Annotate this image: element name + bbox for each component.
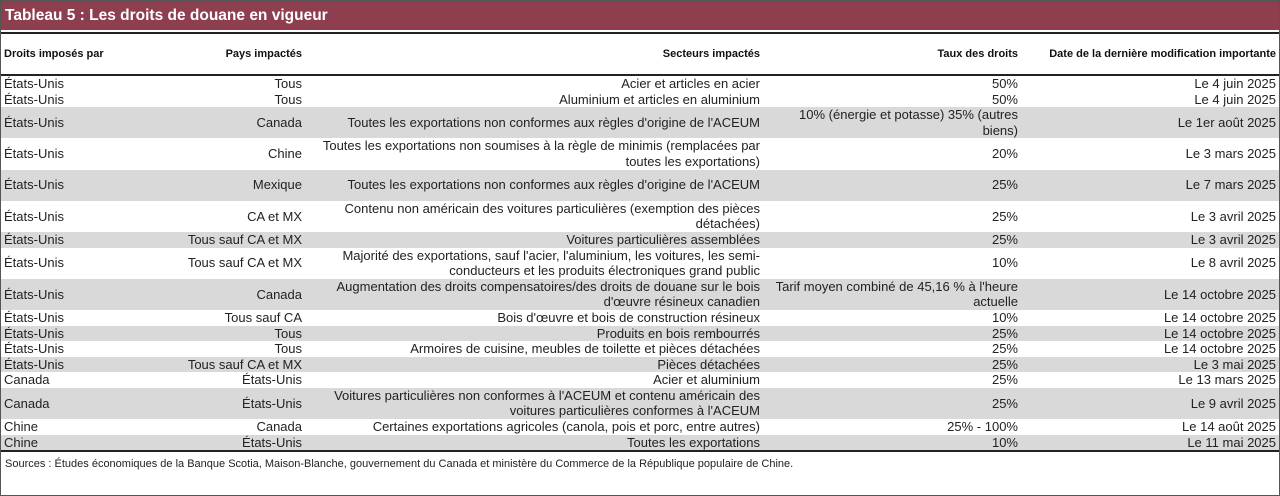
cell-rate: 50% [991, 91, 1018, 107]
cell-countries: Canada [256, 419, 302, 435]
cell-rate: 25% [991, 372, 1018, 388]
header-rate: Taux des droits [763, 33, 1021, 75]
cell-sectors: Majorité des exportations, sauf l'acier, l'aluminium, les voitures, les semi-conducteurs et les produits électroniques grand public [342, 247, 760, 279]
cell-rate: 25% [991, 208, 1018, 224]
source-note: Sources : Études économiques de la Banque Scotia, Maison-Blanche, gouvernement du Canada et ministère du Commerce de la République populaire de Chine. [5, 458, 794, 471]
cell-sectors: Contenu non américain des voitures particulières (exemption des pièces détachées) [344, 200, 760, 232]
cell-rate: 10% [991, 255, 1018, 271]
cell-sectors: Produits en bois rembourrés [305, 326, 763, 342]
cell-countries: Tous sauf CA et MX [187, 255, 302, 271]
cell-countries: Tous sauf CA [224, 309, 302, 325]
table-row [1, 201, 1279, 232]
table-row [1, 248, 1279, 279]
cell-rate: 25% - 100% [947, 419, 1018, 435]
header-date: Date de la dernière modification importante [1021, 33, 1279, 75]
table-title: Tableau 5 : Les droits de douane en vigueur [1, 1, 1279, 32]
cell-sectors: Toutes les exportations non conformes aux règles d'origine de l'ACEUM [305, 170, 763, 201]
cell-imposer: États-Unis [1, 232, 113, 248]
table-row [1, 372, 1279, 388]
cell-date: Le 4 juin 2025 [1194, 76, 1276, 91]
cell-rate: 25% [763, 388, 1021, 419]
cell-date: Le 4 juin 2025 [1194, 91, 1276, 107]
cell-countries: États-Unis [242, 372, 302, 388]
cell-date: Le 14 août 2025 [1182, 419, 1276, 435]
cell-sectors: Aluminium et articles en aluminium [559, 91, 760, 107]
cell-rate: Tarif moyen combiné de 45,16 % à l'heure actuelle [763, 279, 1021, 310]
cell-countries: Tous [274, 76, 302, 91]
cell-sectors: Armoires de cuisine, meubles de toilette et pièces détachées [410, 341, 760, 357]
cell-sectors: Bois d'œuvre et bois de construction résineux [497, 309, 760, 325]
cell-sectors: Toutes les exportations [305, 435, 763, 452]
cell-imposer: États-Unis [4, 208, 64, 224]
cell-date: Le 3 avril 2025 [1190, 208, 1276, 224]
cell-date: Le 3 avril 2025 [1021, 232, 1279, 248]
cell-rate: 10% [991, 309, 1018, 325]
cell-sectors: Certaines exportations agricoles (canola, pois et porc, entre autres) [372, 419, 760, 435]
cell-countries: Canada [113, 107, 305, 138]
cell-sectors: Toutes les exportations non soumises à la règle de minimis (remplacées par toutes les exportations) [322, 138, 760, 169]
cell-countries: Mexique [113, 170, 305, 201]
table-row [1, 357, 1279, 373]
cell-sectors: Voitures particulières non conformes à l'ACEUM et contenu américain des voitures particulières conformes à l'ACEUM [305, 388, 763, 419]
cell-countries: Tous sauf CA et MX [113, 357, 305, 373]
header-sectors: Secteurs impactés [305, 33, 763, 75]
tariff-table [1, 32, 1279, 452]
table-row [1, 310, 1279, 326]
cell-imposer: États-Unis [4, 255, 64, 271]
cell-rate: 25% [991, 341, 1018, 357]
cell-imposer: États-Unis [1, 170, 113, 201]
cell-imposer: États-Unis [1, 357, 113, 373]
cell-imposer: Canada [1, 388, 113, 419]
cell-countries: Canada [113, 279, 305, 310]
table-row [1, 388, 1279, 419]
cell-imposer: États-Unis [4, 309, 64, 325]
cell-date: Le 9 avril 2025 [1021, 388, 1279, 419]
cell-date: Le 1er août 2025 [1021, 107, 1279, 138]
table-row [1, 232, 1279, 248]
table-row [1, 75, 1279, 92]
table-row [1, 107, 1279, 138]
cell-countries: Chine [268, 146, 302, 162]
header-imposer: Droits imposés par [1, 33, 113, 75]
cell-imposer: États-Unis [4, 341, 64, 357]
header-countries: Pays impactés [113, 33, 305, 75]
table-row [1, 138, 1279, 169]
table-row [1, 435, 1279, 452]
cell-sectors: Augmentation des droits compensatoires/des droits de douane sur le bois d'œuvre résineux canadien [305, 279, 763, 310]
cell-sectors: Pièces détachées [305, 357, 763, 373]
cell-imposer: États-Unis [4, 91, 64, 107]
cell-rate: 25% [763, 170, 1021, 201]
cell-date: Le 11 mai 2025 [1021, 435, 1279, 452]
cell-imposer: Chine [4, 419, 38, 435]
cell-imposer: Canada [4, 372, 50, 388]
cell-date: Le 3 mars 2025 [1185, 146, 1276, 162]
table-header-row [1, 33, 1279, 75]
cell-imposer: États-Unis [1, 326, 113, 342]
cell-date: Le 14 octobre 2025 [1021, 326, 1279, 342]
cell-imposer: États-Unis [4, 146, 64, 162]
table-row [1, 170, 1279, 201]
cell-countries: Tous [274, 91, 302, 107]
table-row [1, 419, 1279, 435]
cell-sectors: Acier et aluminium [653, 372, 760, 388]
cell-imposer: États-Unis [1, 279, 113, 310]
cell-imposer: États-Unis [1, 107, 113, 138]
cell-imposer: Chine [1, 435, 113, 452]
cell-date: Le 7 mars 2025 [1021, 170, 1279, 201]
cell-countries: États-Unis [113, 435, 305, 452]
cell-date: Le 13 mars 2025 [1178, 372, 1276, 388]
cell-rate: 50% [991, 76, 1018, 91]
cell-countries: Tous sauf CA et MX [113, 232, 305, 248]
cell-rate: 10% [763, 435, 1021, 452]
cell-countries: Tous [113, 326, 305, 342]
cell-date: Le 14 octobre 2025 [1163, 309, 1276, 325]
cell-rate: 25% [763, 232, 1021, 248]
cell-sectors: Acier et articles en acier [621, 76, 760, 91]
table-row [1, 279, 1279, 310]
cell-rate: 20% [991, 146, 1018, 162]
cell-date: Le 8 avril 2025 [1190, 255, 1276, 271]
table-row [1, 92, 1279, 108]
cell-date: Le 14 octobre 2025 [1163, 341, 1276, 357]
table-row [1, 326, 1279, 342]
cell-date: Le 3 mai 2025 [1021, 357, 1279, 373]
cell-countries: Tous [274, 341, 302, 357]
cell-imposer: États-Unis [4, 76, 64, 91]
cell-date: Le 14 octobre 2025 [1021, 279, 1279, 310]
cell-countries: CA et MX [247, 208, 302, 224]
table-row [1, 341, 1279, 357]
cell-rate: 25% [763, 326, 1021, 342]
cell-rate: 25% [763, 357, 1021, 373]
cell-rate: 10% (énergie et potasse) 35% (autres biens) [763, 107, 1021, 138]
cell-countries: États-Unis [113, 388, 305, 419]
cell-sectors: Toutes les exportations non conformes aux règles d'origine de l'ACEUM [305, 107, 763, 138]
cell-sectors: Voitures particulières assemblées [305, 232, 763, 248]
